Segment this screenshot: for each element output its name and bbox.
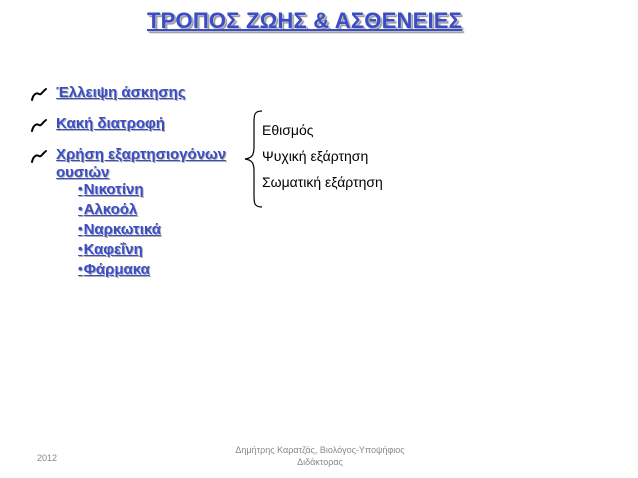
bullet-text-continued: ουσιών [56, 164, 110, 181]
substances-list [78, 180, 161, 280]
curved-arrow-icon [30, 86, 48, 102]
bullet-dot: • [78, 261, 83, 276]
list-item: •Νικοτίνη [78, 181, 144, 198]
dependence-types-list [262, 117, 383, 195]
list-item: •Καφεΐνη [78, 241, 143, 258]
bullet-dot: • [78, 221, 83, 236]
list-item: Εθισμός [262, 122, 314, 138]
bullet-dot: • [78, 241, 83, 256]
bullet-dot: • [78, 201, 83, 216]
footer-year: 2012 [37, 453, 58, 463]
slide-title: ΤΡΟΠΟΣ ΖΩΗΣ & ΑΣΘΕΝΕΙΕΣ [147, 8, 463, 33]
list-item: •Ναρκωτικά [78, 221, 161, 238]
footer-author [200, 444, 440, 468]
list-item: Ψυχική εξάρτηση [262, 148, 369, 164]
bullet-text: Έλλειψη άσκησης [56, 84, 186, 101]
curved-arrow-icon [30, 117, 48, 133]
list-item: Σωματική εξάρτηση [262, 174, 383, 190]
bullet-text: Χρήση εξαρτησιογόνων [56, 146, 227, 163]
bullet-item-bad-diet [30, 115, 165, 133]
bullet-item-substance-use [30, 146, 226, 182]
list-item: •Φάρμακα [78, 261, 150, 278]
bullet-dot: • [78, 181, 83, 196]
list-item: •Αλκοόλ [78, 201, 138, 218]
bullet-text: Κακή διατροφή [56, 115, 165, 132]
footer-author-line1: Δημήτρης Καρατζάς, Βιολόγος-Υποψήφιος [235, 445, 405, 455]
bullet-item-lack-of-exercise [30, 84, 186, 102]
footer-author-line2: Διδάκτορας [297, 457, 343, 467]
curved-arrow-icon [30, 148, 48, 164]
